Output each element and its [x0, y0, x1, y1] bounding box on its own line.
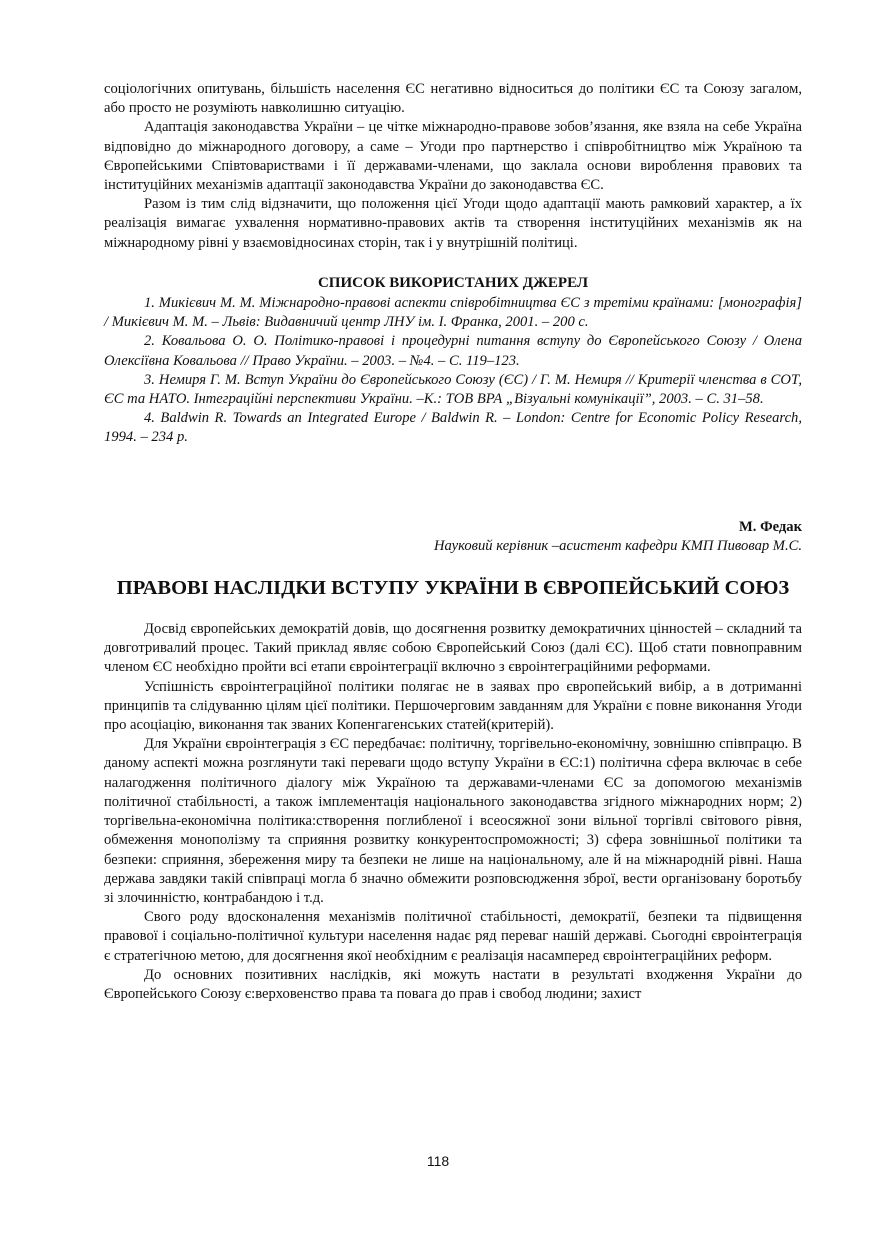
- paragraph: Досвід європейських демократій довів, що досягнення розвитку демократичних цінностей – складний та довготривалий процес. Такий приклад являє собою Європейський Союз (далі ЄС). Щоб стати повноправним членом ЄС необхідно пройти всі етапи євроінтеграції включно з євроінтеграційними реформами.: [104, 621, 802, 676]
- paragraph: До основних позитивних наслідків, які можуть настати в результаті входження України до Європейського Союзу є:верховенство права та повага до прав і свобод людини; захист: [104, 966, 802, 1002]
- paragraph: соціологічних опитувань, більшість населення ЄС негативно відноситься до політики ЄС та Союзу загалом, або просто не розуміють навколишню ситуацію.: [104, 81, 802, 117]
- reference-item: 4. Baldwin R. Towards an Integrated Europe / Baldwin R. – London: Centre for Economic Policy Research, 1994. – 234 p.: [104, 410, 802, 446]
- page-content: [104, 80, 802, 1004]
- paragraph: Свого роду вдосконалення механізмів політичної стабільності, демократії, безпеки та підвищення правової і соціально-політичної культури населення надає ряд переваг нашій державі. Сьогодні євроінтеграція є стратегічною метою, для досягнення якої необхідним є реалізація насамперед євроінтеграційних реформ.: [104, 909, 802, 964]
- author-name: М. Федак: [739, 518, 802, 535]
- paragraph: Адаптація законодавства України – це чітке міжнародно-правове зобов’язання, яке взяла на себе Україна відповідно до міжнародного договору, а саме – Угоди про партнерство і співробітництво між Україною та Європейськими Співтовариствами і її державами-членами, що заклала основи вироблення правових та інституційних механізмів адаптації законодавства України до законодавства ЄС.: [104, 119, 802, 194]
- advisor-line: Науковий керівник –асистент кафедри КМП Пивовар М.С.: [433, 537, 802, 554]
- references-title: СПИСОК ВИКОРИСТАНИХ ДЖЕРЕЛ: [317, 274, 589, 291]
- paragraph: Разом із тим слід відзначити, що положення цієї Угоди щодо адаптації мають рамковий характер, а їх реалізація вимагає ухвалення нормативно-правових актів та створення інституційних механізмів як на міжнародному рівні у взаємовідносинах сторін, так і у внутрішній політиці.: [104, 196, 802, 251]
- reference-item: 2. Ковальова О. О. Політико-правові і процедурні питання вступу до Європейського Союзу / Олена Олексіївна Ковальова // Право України. – 2003. – №4. – С. 119–123.: [104, 333, 802, 369]
- page-number: 118: [426, 1153, 450, 1169]
- reference-item: 3. Немиря Г. М. Вступ України до Європейського Союзу (ЄС) / Г. М. Немиря // Критерії членства в СОТ, ЄС та НАТО. Інтеграційні перспективи України. –К.: ТОВ ВРА „Візуальні комунікації”, 2003. – С. 31–58.: [104, 371, 802, 408]
- paragraph: Для України євроінтеграція з ЄС передбачає: політичну, торгівельно-економічну, зовнішню співпрацю. В даному аспекті можна розглянути такі переваги щодо вступу України в ЄС:1) політична сфера включає в себе налагодження політичного діалогу між Україною та державами-членами ЄС за допомогою механізмів політичної стабільності, а також імплементація національного законодавства згідного міжнародних норм; 2) торгівельна-економічна політика:створення поглибленої і всеосяжної зони вільної торгівлі світового рівня, обмеження монополізму та сприяння розвитку конкурентоспроможності; 3) сфера зовнішньої політики та безпеки: сприяння, збереження миру та безпеки не лише на національному, але й на міжнародній рівні. Наша держава завдяки такій співпраці могла б значно обмежити розповсюдження зброї, вести організовану боротьбу зі злочинністю, контрабандою і т.д.: [104, 736, 802, 906]
- paragraph: Успішність євроінтеграційної політики полягає не в заявах про європейський вибір, а в дотриманні принципів та слідуванню цілям цієї політики. Першочерговим завданням для України є повне виконання Угоди про асоціацію, виконання так званих Копенгагенських статей(критерій).: [104, 678, 802, 734]
- reference-item: 1. Микієвич М. М. Міжнародно-правові аспекти співробітництва ЄС з третіми країнами: [монографія] / Микієвич М. М. – Львів: Видавничий центр ЛНУ ім. І. Франка, 2001. – 200 с.: [104, 295, 802, 331]
- article-title: ПРАВОВІ НАСЛІДКИ ВСТУПУ УКРАЇНИ В ЄВРОПЕЙСЬКИЙ СОЮЗ: [116, 577, 790, 600]
